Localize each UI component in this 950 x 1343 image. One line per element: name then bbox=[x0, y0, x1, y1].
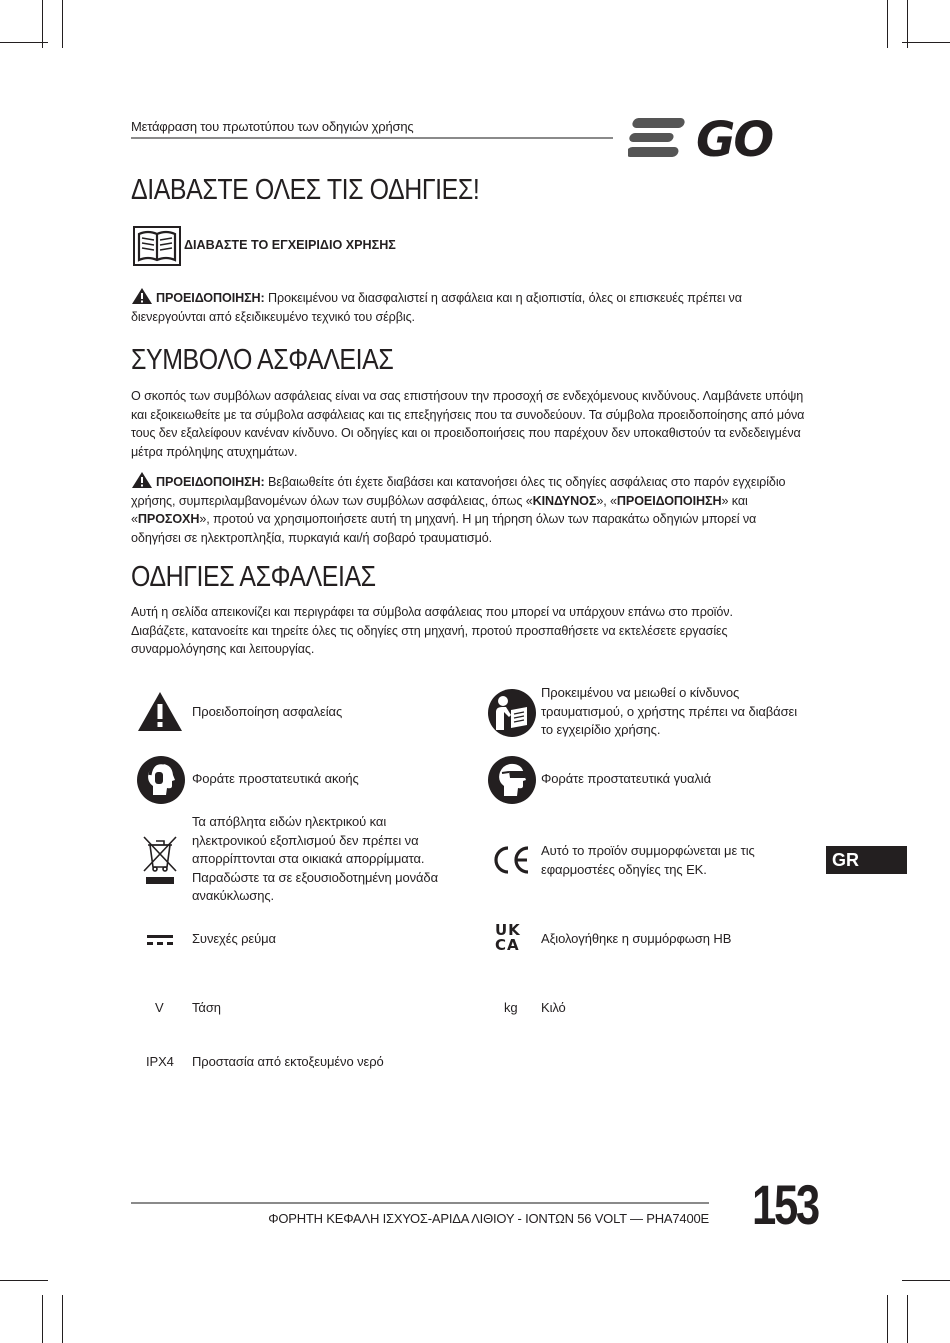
section-heading-symbol: ΣΥΜΒΟΛΟ ΑΣΦΑΛΕΙΑΣ bbox=[131, 344, 394, 376]
crop-mark bbox=[62, 1295, 63, 1343]
dc-current-icon bbox=[147, 933, 173, 952]
crop-mark bbox=[902, 42, 950, 43]
ce-mark-icon bbox=[490, 845, 532, 880]
warning-text: », προτού να χρησιμοποιήσετε αυτή τη μηχανή. Η μη τήρηση όλων των παρακάτω οδηγιών μπορεί να οδηγήσει σε ηλεκτροπληξία, πυρκαγιά και/ή σοβαρό τραυματισμό. bbox=[131, 512, 757, 545]
crop-mark bbox=[62, 0, 63, 48]
symbol-ipx4-text: Προστασία από εκτοξευμένο νερό bbox=[192, 1054, 384, 1069]
crop-mark bbox=[42, 0, 43, 48]
warning-paragraph-1 bbox=[131, 287, 791, 326]
ear-protection-icon bbox=[136, 755, 186, 810]
safety-alert-icon bbox=[137, 690, 183, 737]
symbol-kilogram-text: Κιλό bbox=[541, 1000, 566, 1015]
volt-symbol: V bbox=[155, 1000, 164, 1015]
ukca-mark-icon bbox=[495, 923, 527, 953]
keyword-warning: ΠΡΟΕΙΔΟΠΟΙΗΣΗ bbox=[616, 493, 722, 508]
symbol-ukca-text: Αξιολογήθηκε η συμμόρφωση ΗΒ bbox=[541, 931, 732, 946]
ipx4-symbol: IPX4 bbox=[146, 1054, 174, 1069]
warning-paragraph-2 bbox=[131, 471, 801, 547]
warning-text: Βεβαιωθείτε ότι έχετε διαβάσει και κατανοήσει όλες τις οδηγίες ασφάλειας στο παρόν εγχειρίδιο χρήσης, συμπεριλαμβανομένων όλων των συμβόλων ασφάλειας, όπως « bbox=[131, 475, 786, 508]
weee-bin-icon bbox=[142, 835, 178, 892]
manual-notice: ΔΙΑΒΑΣΤΕ ΤΟ ΕΓΧΕΙΡΙΔΙΟ ΧΡΗΣΗΣ bbox=[184, 238, 396, 252]
ukca-mark-top: UK bbox=[495, 921, 521, 939]
section-body-instructions: Αυτή η σελίδα απεικονίζει και περιγράφει τα σύμβολα ασφάλειας που μπορεί να υπάρχουν επάνω στο προϊόν. Διαβάζετε, κατανοείτε και τηρείτε όλες τις οδηγίες στη μηχανή, προτού προσπαθήσετε να εκτελέσετε εργασίες συναρμολόγησης και λειτουργίας. bbox=[131, 605, 733, 657]
section-body-symbol: Ο σκοπός των συμβόλων ασφάλειας είναι να σας επιστήσουν την προσοχή σε ενδεχόμενους κινδύνους. Λαμβάνετε υπόψη και εξοικειωθείτε με τα σύμβολα ασφάλειας και τις επεξηγήσεις που τα συνοδεύουν. Τα σύμβολα προειδοποίησης από μόνα τους δεν εξαλείφουν κανέναν κίνδυνο. Οι οδηγίες και οι προειδοποιήσεις που παρέχουν δεν υποκαθιστούν τα ενδεδειγμένα μέτρα πρόληψης ατυχημάτων. bbox=[131, 389, 805, 459]
page-title: ΔΙΑΒΑΣΤΕ ΟΛΕΣ ΤΙΣ ΟΔΗΓΙΕΣ! bbox=[131, 174, 480, 206]
crop-mark bbox=[907, 1295, 908, 1343]
warning-label: ΠΡΟΕΙΔΟΠΟΙΗΣΗ: bbox=[156, 475, 265, 489]
symbol-weee-text: Τα απόβλητα ειδών ηλεκτρικού και ηλεκτρονικού εξοπλισμού δεν πρέπει να απορρίπτονται στα οικιακά απορρίμματα. Παραδώστε τα σε εξουσιοδοτημένη μονάδα ανακύκλωσης. bbox=[192, 814, 438, 904]
symbol-ce-text: Αυτό το προϊόν συμμορφώνεται με τις εφαρμοστέες οδηγίες της ΕΚ. bbox=[541, 843, 755, 877]
crop-mark bbox=[887, 1295, 888, 1343]
section-heading-instructions: ΟΔΗΓΙΕΣ ΑΣΦΑΛΕΙΑΣ bbox=[131, 561, 376, 593]
warning-triangle-icon bbox=[131, 287, 153, 305]
eye-protection-icon bbox=[487, 755, 537, 810]
warning-triangle-icon bbox=[131, 471, 153, 489]
symbol-voltage-text: Τάση bbox=[192, 1000, 221, 1015]
language-tab: GR bbox=[826, 846, 907, 874]
ego-logo bbox=[628, 116, 813, 160]
symbol-ear-protection-text: Φοράτε προστατευτικά ακοής bbox=[192, 771, 359, 786]
warning-text: » και « bbox=[131, 493, 748, 527]
warning-text: Προκειμένου να διασφαλιστεί η ασφάλεια και η αξιοπιστία, όλες οι επισκευές πρέπει να διενεργούνται από εξειδικευμένο τεχνικό του σέρβις. bbox=[131, 291, 742, 324]
warning-label: ΠΡΟΕΙΔΟΠΟΙΗΣΗ: bbox=[156, 291, 265, 305]
crop-mark bbox=[42, 1295, 43, 1343]
keyword-caution: ΠΡΟΣΟΧΗ bbox=[137, 512, 200, 527]
read-manual-icon bbox=[487, 688, 537, 743]
crop-mark bbox=[0, 42, 48, 43]
ukca-mark-bottom: CA bbox=[495, 936, 520, 954]
symbol-eye-protection-text: Φοράτε προστατευτικά γυαλιά bbox=[541, 771, 712, 786]
crop-mark bbox=[887, 0, 888, 48]
header-rule bbox=[131, 137, 613, 139]
crop-mark bbox=[907, 0, 908, 48]
symbol-dc-current-text: Συνεχές ρεύμα bbox=[192, 931, 276, 946]
warning-text: », « bbox=[596, 493, 617, 508]
crop-mark bbox=[0, 1280, 48, 1281]
symbol-safety-alert-text: Προειδοποίηση ασφαλείας bbox=[192, 704, 343, 719]
footer-product-name: ΦΟΡΗΤΗ ΚΕΦΑΛΗ ΙΣΧΥΟΣ-ΑΡΙΔΑ ΛΙΘΙΟΥ - ΙΟΝΤΩΝ 56 VOLT — PHA7400E bbox=[268, 1211, 709, 1226]
svg-text:GO: GO bbox=[696, 116, 773, 160]
book-icon bbox=[133, 226, 181, 271]
symbol-read-manual-text: Προκειμένου να μειωθεί ο κίνδυνος τραυματισμού, ο χρήστης πρέπει να διαβάσει το εγχειρίδιο χρήσης. bbox=[541, 685, 798, 738]
footer-rule bbox=[131, 1202, 709, 1204]
page-number: 153 bbox=[752, 1173, 818, 1236]
kg-symbol: kg bbox=[504, 1000, 518, 1015]
crop-mark bbox=[902, 1280, 950, 1281]
header-subtitle: Μετάφραση του πρωτοτύπου των οδηγιών χρήσης bbox=[131, 119, 414, 134]
keyword-danger: ΚΙΝΔΥΝΟΣ bbox=[532, 493, 597, 508]
